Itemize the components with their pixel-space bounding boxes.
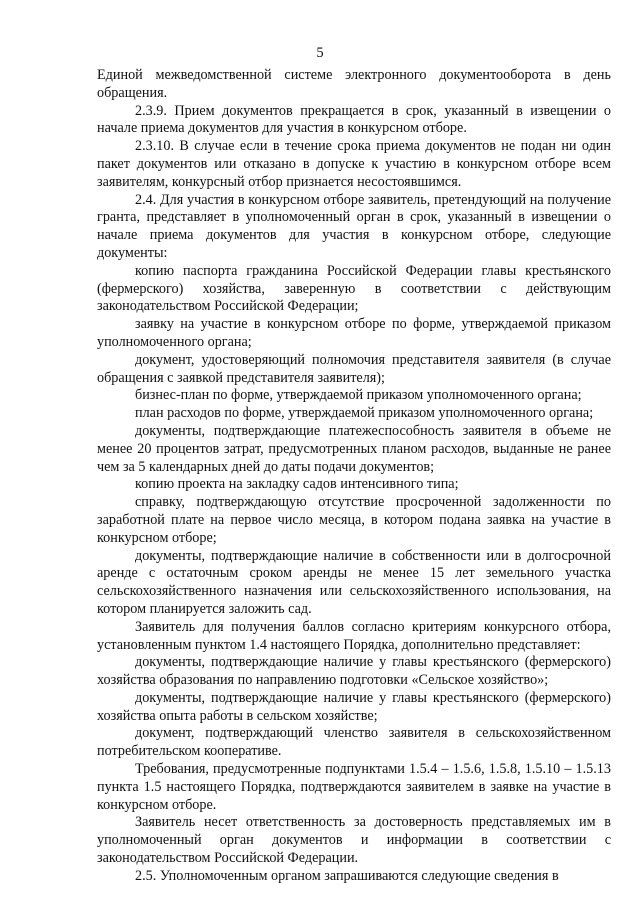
list-item-cooperative-membership: документ, подтверждающий членство заявителя в сельскохозяйственном потребительском кооперативе.: [97, 725, 611, 760]
paragraph-requirements: Требования, предусмотренные подпунктами 1.5.4 – 1.5.6, 1.5.8, 1.5.10 – 1.5.13 пункта 1.5 настоящего Порядка, подтверждаются заявителем в заявке на участие в конкурсном отборе.: [97, 761, 611, 813]
paragraph-2-5: 2.5. Уполномоченным органом запрашиваются следующие сведения в: [135, 867, 559, 884]
paragraph-2-4: 2.4. Для участия в конкурсном отборе заявитель, претендующий на получение гранта, представляет в уполномоченный орган в срок, указанный в извещении о начале приема документов для участия в конкурсном отборе, следующие документы:: [97, 191, 611, 261]
list-item-education: документы, подтверждающие наличие у главы крестьянского (фермерского) хозяйства образования по направлению подготовки «Сельское хозяйство»;: [97, 654, 611, 689]
list-item-land-ownership: документы, подтверждающие наличие в собственности или в долгосрочной аренде с остаточным сроком аренды не менее 15 лет земельного участка сельскохозяйственного назначения или сельскохозяйственного использования, на котором планируется заложить сад.: [97, 547, 611, 617]
paragraph-continuation: Единой межведомственной системе электронного документооборота в день обращения.: [97, 67, 611, 101]
page-number: 5: [316, 45, 324, 61]
paragraph-additional-documents: Заявитель для получения баллов согласно критериям конкурсного отбора, установленным пунктом 1.4 настоящего Порядка, дополнительно представляет:: [97, 618, 611, 653]
list-item-solvency-documents: документы, подтверждающие платежеспособность заявителя в объеме не менее 20 процентов затрат, предусмотренных планом расходов, выданные не ранее чем за 5 календарных дней до даты подачи документов;: [97, 422, 611, 475]
paragraph-2-3-10: 2.3.10. В случае если в течение срока приема документов не подан ни один пакет документов или отказано в допуске к участию в конкурсном отборе всем заявителям, конкурсный отбор признается несостоявшимся.: [97, 138, 611, 190]
document-body: [97, 67, 611, 886]
list-item-expense-plan: план расходов по форме, утверждаемой приказом уполномоченного органа;: [135, 405, 594, 422]
list-item-business-plan: бизнес-план по форме, утверждаемой приказом уполномоченного органа;: [135, 387, 582, 404]
paragraph-responsibility: Заявитель несет ответственность за достоверность представляемых им в уполномоченный орган документов и информации в соответствии с законодательством Российской Федерации.: [97, 814, 611, 867]
list-item-orchard-project: копию проекта на закладку садов интенсивного типа;: [135, 476, 459, 493]
paragraph-2-3-9: 2.3.9. Прием документов прекращается в срок, указанный в извещении о начале приема документов для участия в конкурсном отборе.: [97, 102, 611, 137]
list-item-work-experience: документы, подтверждающие наличие у главы крестьянского (фермерского) хозяйства опыта работы в сельском хозяйстве;: [97, 689, 611, 724]
list-item-passport-copy: копию паспорта гражданина Российской Федерации главы крестьянского (фермерского) хозяйства, заверенную в соответствии с действующим законодательством Российской Федерации;: [97, 262, 611, 315]
list-item-representative-authority: документ, удостоверяющий полномочия представителя заявителя (в случае обращения с заявкой представителя заявителя);: [97, 351, 611, 386]
list-item-no-wage-arrears: справку, подтверждающую отсутствие просроченной задолженности по заработной плате на первое число месяца, в котором подана заявка на участие в конкурсном отборе;: [97, 494, 611, 546]
list-item-application: заявку на участие в конкурсном отборе по форме, утверждаемой приказом уполномоченного органа;: [97, 316, 611, 350]
